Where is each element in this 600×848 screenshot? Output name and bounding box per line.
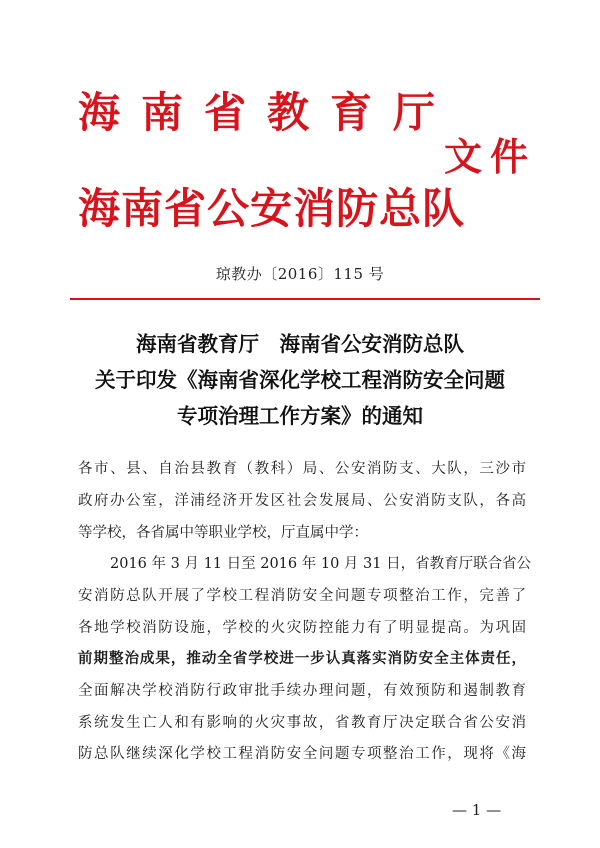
recipients-line: 各市、县、自治县教育（教科）局、公安消防支、大队，三沙市 [78,461,526,477]
issuer-education-department: 海南省教育厅 [78,88,457,137]
page-number: — 1 — [452,801,502,819]
paragraph-line: 系统发生亡人和有影响的火灾事故，省教育厅决定联合省公安消 [78,715,526,731]
recipients-line: 等学校，各省属中等职业学校，厅直属中学： [78,525,368,541]
paragraph-first-line: 2016 年 3 月 11 日至 2016 年 10 月 31 日，省教育厅联合省公 [110,556,532,572]
issuer-fire-brigade: 海南省公安消防总队 [78,184,466,233]
paragraph-line: 前期整治成果，推动全省学校进一步认真落实消防安全主体责任， [78,650,526,667]
title-line-3: 专项治理工作方案》的通知 [177,404,423,428]
recipients-line: 政府办公室，洋浦经济开发区社会发展局、公安消防支队，各高 [78,493,526,509]
paragraph-line: 全面解决学校消防行政审批手续办理问题，有效预防和遏制教育 [78,683,526,699]
red-header-rule [70,298,540,300]
document-number: 琼教办〔2016〕115 号 [215,265,385,283]
title-line-2: 关于印发《海南省深化学校工程消防安全问题 [95,368,505,392]
paragraph-line: 安消防总队开展了学校工程消防安全问题专项整治工作，完善了 [78,588,526,604]
paragraph-line: 防总队继续深化学校工程消防安全问题专项整治工作，现将《海 [78,746,526,762]
document-type-label: 文件 [444,135,537,179]
title-line-1: 海南省教育厅 海南省公安消防总队 [136,332,464,356]
paragraph-line: 各地学校消防设施，学校的火灾防控能力有了明显提高。为巩固 [78,620,526,636]
